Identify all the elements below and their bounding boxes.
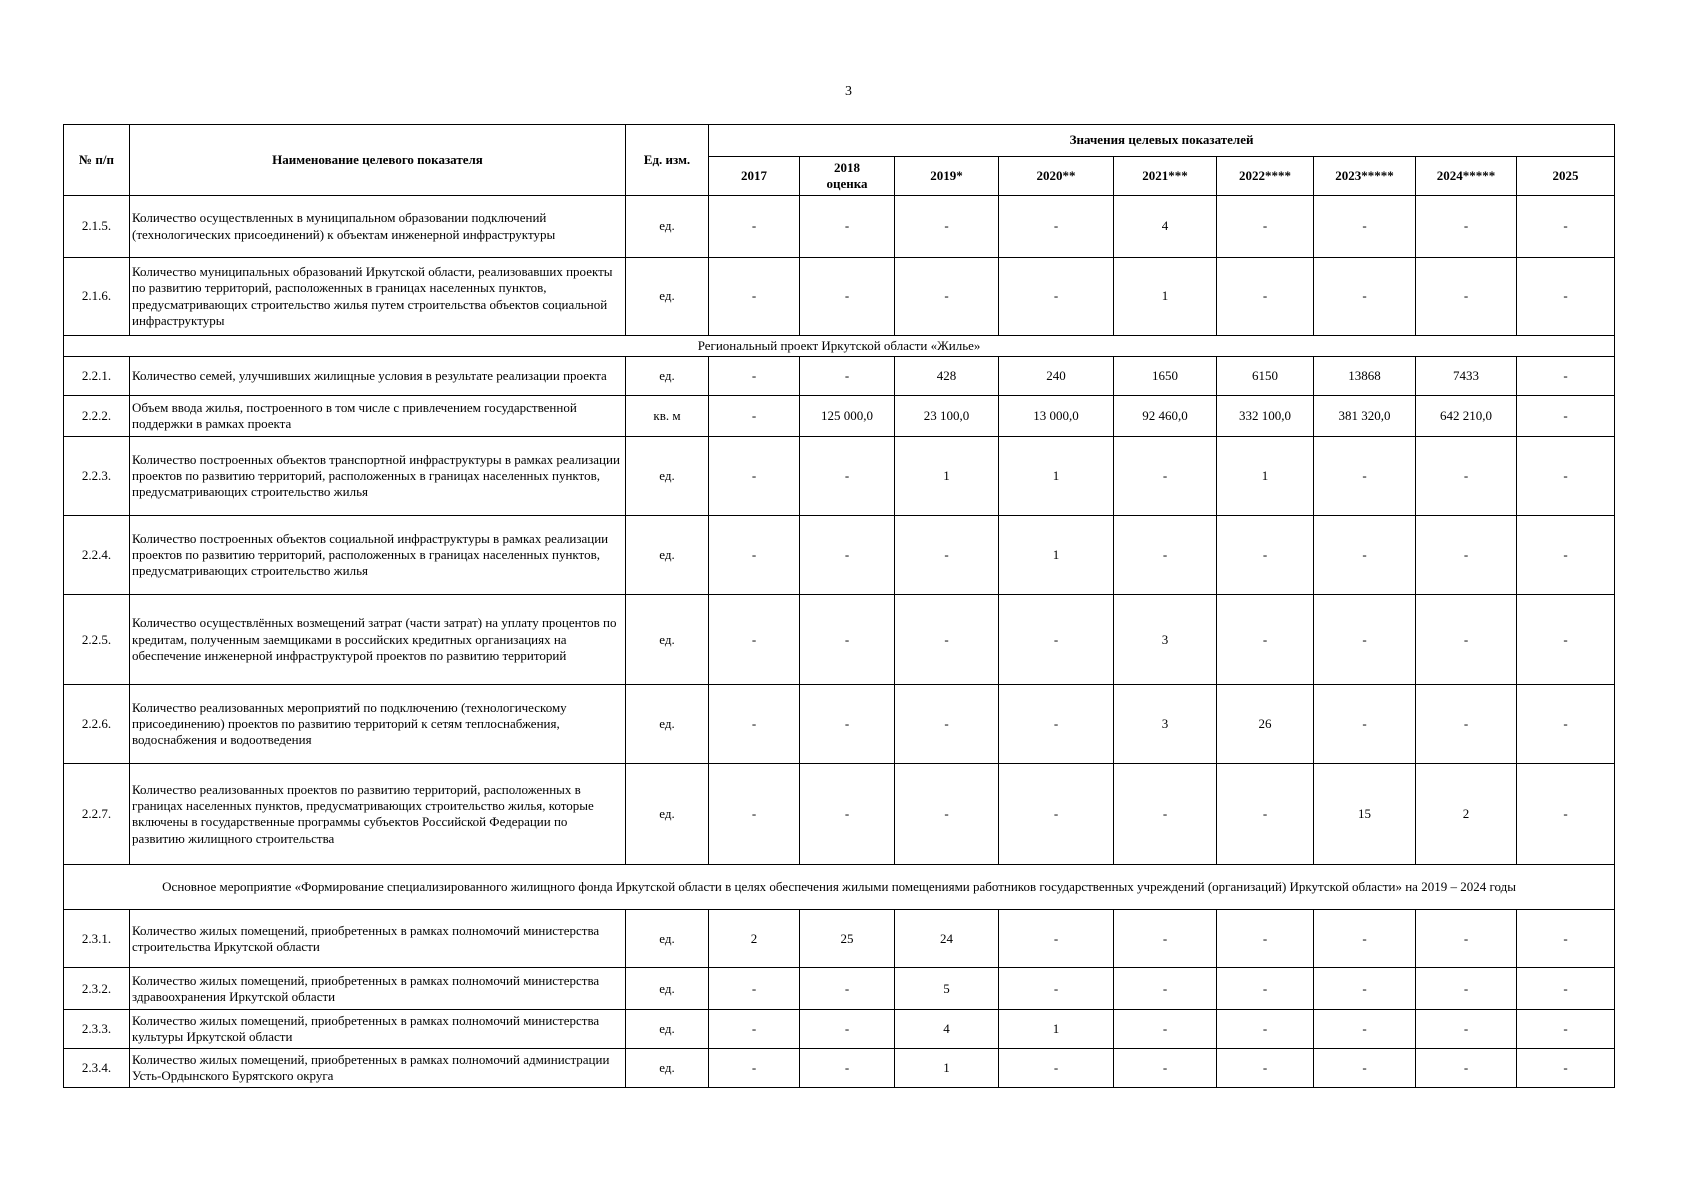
header-year-label: 2020** <box>1036 167 1076 183</box>
table-body <box>64 196 1615 1088</box>
header-year <box>1416 157 1517 196</box>
row-number: 2.3.3. <box>64 1010 130 1049</box>
row-number: 2.2.4. <box>64 516 130 595</box>
value-cell: 4 <box>1114 196 1217 258</box>
header-unit: Ед. изм. <box>626 125 709 196</box>
header-year-label: 2022**** <box>1239 167 1291 183</box>
value-cell: - <box>1416 685 1517 764</box>
value-cell: - <box>1517 437 1615 516</box>
value-cell: - <box>1517 968 1615 1010</box>
indicator-name: Количество жилых помещений, приобретенных в рамках полномочий министерства культуры Иркутской области <box>130 1010 626 1049</box>
page-number: 3 <box>845 84 852 99</box>
value-cell: - <box>1314 595 1416 685</box>
header-year <box>1217 157 1314 196</box>
value-cell: - <box>1314 910 1416 968</box>
header-year <box>1517 157 1615 196</box>
value-cell: - <box>1114 764 1217 865</box>
header-year-label: 2018 <box>834 159 860 175</box>
value-cell: 6150 <box>1217 357 1314 396</box>
value-cell: - <box>1114 968 1217 1010</box>
value-cell: - <box>1416 910 1517 968</box>
value-cell: - <box>1314 685 1416 764</box>
value-cell: - <box>1217 968 1314 1010</box>
value-cell: - <box>1314 1010 1416 1049</box>
value-cell: - <box>1517 685 1615 764</box>
value-cell: 240 <box>999 357 1114 396</box>
indicator-name: Количество осуществленных в муниципальном образовании подключений (технологических присоединений) к объектам инженерной инфраструктуры <box>130 196 626 258</box>
value-cell: 92 460,0 <box>1114 396 1217 437</box>
indicator-name: Количество реализованных мероприятий по подключению (технологическому присоединению) проектов по развитию территорий к сетям теплоснабжения, водоснабжения и водоотведения <box>130 685 626 764</box>
value-cell: 2 <box>1416 764 1517 865</box>
value-cell: - <box>895 685 999 764</box>
table-row <box>64 516 1615 595</box>
value-cell: - <box>800 1049 895 1088</box>
unit-cell: кв. м <box>626 396 709 437</box>
row-number: 2.2.2. <box>64 396 130 437</box>
value-cell: - <box>1416 1049 1517 1088</box>
indicator-name: Объем ввода жилья, построенного в том числе с привлечением государственной поддержки в рамках проекта <box>130 396 626 437</box>
value-cell: - <box>709 258 800 336</box>
table-row <box>64 437 1615 516</box>
indicator-name: Количество семей, улучшивших жилищные условия в результате реализации проекта <box>130 357 626 396</box>
value-cell: - <box>1517 396 1615 437</box>
value-cell: - <box>1217 258 1314 336</box>
unit-cell: ед. <box>626 516 709 595</box>
value-cell: 3 <box>1114 685 1217 764</box>
table-row <box>64 685 1615 764</box>
value-cell: - <box>1314 258 1416 336</box>
value-cell: 1 <box>1114 258 1217 336</box>
header-year-label: 2025 <box>1552 167 1579 183</box>
value-cell: - <box>800 258 895 336</box>
row-number: 2.2.5. <box>64 595 130 685</box>
header-num: № п/п <box>64 125 130 196</box>
header-year <box>709 157 800 196</box>
row-number: 2.2.3. <box>64 437 130 516</box>
value-cell: - <box>709 685 800 764</box>
value-cell: - <box>1114 437 1217 516</box>
value-cell: - <box>1217 764 1314 865</box>
value-cell: - <box>1314 437 1416 516</box>
value-cell: - <box>895 595 999 685</box>
value-cell: - <box>800 764 895 865</box>
value-cell: - <box>1416 595 1517 685</box>
value-cell: - <box>1114 516 1217 595</box>
value-cell: - <box>800 357 895 396</box>
value-cell: - <box>800 968 895 1010</box>
header-row-top <box>64 125 1615 157</box>
value-cell: - <box>999 196 1114 258</box>
value-cell: 1 <box>895 1049 999 1088</box>
value-cell: - <box>709 396 800 437</box>
table-row <box>64 910 1615 968</box>
unit-cell: ед. <box>626 685 709 764</box>
table-row <box>64 968 1615 1010</box>
header-year <box>895 157 999 196</box>
value-cell: - <box>1416 968 1517 1010</box>
indicator-name: Количество построенных объектов социальной инфраструктуры в рамках реализации проектов по развитию территорий, расположенных в границах населенных пунктов, предусматривающих строительство жилья <box>130 516 626 595</box>
value-cell: - <box>895 516 999 595</box>
table-row <box>64 357 1615 396</box>
value-cell: 24 <box>895 910 999 968</box>
value-cell: - <box>999 764 1114 865</box>
row-number: 2.3.2. <box>64 968 130 1010</box>
value-cell: - <box>1517 764 1615 865</box>
value-cell: - <box>895 258 999 336</box>
value-cell: - <box>1416 258 1517 336</box>
value-cell: - <box>1517 910 1615 968</box>
value-cell: - <box>709 357 800 396</box>
value-cell: 381 320,0 <box>1314 396 1416 437</box>
unit-cell: ед. <box>626 1010 709 1049</box>
section-title: Основное мероприятие «Формирование специализированного жилищного фонда Иркутской области в целях обеспечения жилыми помещениями работников государственных учреждений (организаций) Иркутской области» на 2019 – 2024 годы <box>64 865 1615 910</box>
value-cell: - <box>709 595 800 685</box>
value-cell: 15 <box>1314 764 1416 865</box>
value-cell: 1 <box>999 437 1114 516</box>
value-cell: - <box>999 258 1114 336</box>
value-cell: 4 <box>895 1010 999 1049</box>
header-year <box>999 157 1114 196</box>
value-cell: - <box>1314 196 1416 258</box>
row-number: 2.2.7. <box>64 764 130 865</box>
value-cell: 1 <box>1217 437 1314 516</box>
indicator-name: Количество осуществлённых возмещений затрат (части затрат) на уплату процентов по кредитам, полученным заемщиками в российских кредитных организациях на обеспечение инженерной инфраструктурой проектов по развитию территорий <box>130 595 626 685</box>
header-year-sub: оценка <box>826 176 868 191</box>
value-cell: - <box>709 764 800 865</box>
value-cell: 13868 <box>1314 357 1416 396</box>
value-cell: - <box>1517 516 1615 595</box>
value-cell: - <box>709 516 800 595</box>
value-cell: 23 100,0 <box>895 396 999 437</box>
value-cell: 1 <box>999 1010 1114 1049</box>
value-cell: 1 <box>999 516 1114 595</box>
value-cell: - <box>1217 1010 1314 1049</box>
value-cell: 3 <box>1114 595 1217 685</box>
header-year-label: 2017 <box>741 167 767 183</box>
targets-table <box>63 124 1615 1088</box>
row-number: 2.1.6. <box>64 258 130 336</box>
value-cell: - <box>1416 516 1517 595</box>
value-cell: - <box>709 968 800 1010</box>
value-cell: - <box>1314 516 1416 595</box>
value-cell: - <box>800 595 895 685</box>
value-cell: - <box>999 1049 1114 1088</box>
unit-cell: ед. <box>626 258 709 336</box>
indicator-name: Количество муниципальных образований Иркутской области, реализовавших проекты по развитию территорий, расположенных в границах населенных пунктов, предусматривающих строительство жилья путем строительства объектов социальной инфраструктуры <box>130 258 626 336</box>
table-row <box>64 1049 1615 1088</box>
value-cell: - <box>1314 968 1416 1010</box>
table-row <box>64 396 1615 437</box>
value-cell: - <box>1517 258 1615 336</box>
value-cell: - <box>1114 1049 1217 1088</box>
value-cell: - <box>999 685 1114 764</box>
value-cell: - <box>1416 1010 1517 1049</box>
value-cell: - <box>895 764 999 865</box>
value-cell: - <box>999 910 1114 968</box>
unit-cell: ед. <box>626 357 709 396</box>
value-cell: - <box>1517 1049 1615 1088</box>
value-cell: 5 <box>895 968 999 1010</box>
indicator-name: Количество жилых помещений, приобретенных в рамках полномочий министерства здравоохранения Иркутской области <box>130 968 626 1010</box>
unit-cell: ед. <box>626 910 709 968</box>
unit-cell: ед. <box>626 968 709 1010</box>
value-cell: - <box>999 595 1114 685</box>
table-row <box>64 196 1615 258</box>
indicator-name: Количество реализованных проектов по развитию территорий, расположенных в границах населенных пунктов, предусматривающих строительство жилья, которые включены в государственные программы субъектов Российской Федерации по развитию жилищного строительства <box>130 764 626 865</box>
table-row <box>64 1010 1615 1049</box>
header-year <box>1114 157 1217 196</box>
value-cell: - <box>1217 595 1314 685</box>
indicator-name: Количество жилых помещений, приобретенных в рамках полномочий администрации Усть-Ордынского Бурятского округа <box>130 1049 626 1088</box>
value-cell: - <box>1517 595 1615 685</box>
value-cell: - <box>1416 437 1517 516</box>
value-cell: - <box>1416 196 1517 258</box>
section-row <box>64 865 1615 910</box>
value-cell: - <box>709 1049 800 1088</box>
header-year <box>1314 157 1416 196</box>
unit-cell: ед. <box>626 1049 709 1088</box>
value-cell: - <box>895 196 999 258</box>
value-cell: 125 000,0 <box>800 396 895 437</box>
header-year-label: 2021*** <box>1142 167 1188 183</box>
value-cell: - <box>1217 910 1314 968</box>
table-row <box>64 258 1615 336</box>
value-cell: - <box>1517 196 1615 258</box>
value-cell: - <box>1217 516 1314 595</box>
value-cell: - <box>709 437 800 516</box>
value-cell: 642 210,0 <box>1416 396 1517 437</box>
value-cell: 2 <box>709 910 800 968</box>
value-cell: - <box>709 1010 800 1049</box>
value-cell: 7433 <box>1416 357 1517 396</box>
value-cell: 13 000,0 <box>999 396 1114 437</box>
table-row <box>64 595 1615 685</box>
value-cell: - <box>800 196 895 258</box>
header-values-group: Значения целевых показателей <box>709 125 1615 157</box>
value-cell: - <box>1217 1049 1314 1088</box>
section-title: Региональный проект Иркутской области «Жилье» <box>64 336 1615 357</box>
header-year-label: 2023***** <box>1335 167 1394 183</box>
row-number: 2.1.5. <box>64 196 130 258</box>
value-cell: 1 <box>895 437 999 516</box>
value-cell: - <box>800 516 895 595</box>
indicator-name: Количество жилых помещений, приобретенных в рамках полномочий министерства строительства Иркутской области <box>130 910 626 968</box>
value-cell: - <box>1217 196 1314 258</box>
row-number: 2.3.4. <box>64 1049 130 1088</box>
table-row <box>64 764 1615 865</box>
unit-cell: ед. <box>626 196 709 258</box>
row-number: 2.2.6. <box>64 685 130 764</box>
section-row <box>64 336 1615 357</box>
value-cell: 1650 <box>1114 357 1217 396</box>
header-year-label: 2019* <box>930 167 963 183</box>
row-number: 2.2.1. <box>64 357 130 396</box>
unit-cell: ед. <box>626 595 709 685</box>
row-number: 2.3.1. <box>64 910 130 968</box>
indicator-name: Количество построенных объектов транспортной инфраструктуры в рамках реализации проектов по развитию территорий, расположенных в границах населенных пунктов, предусматривающих строительство жилья <box>130 437 626 516</box>
value-cell: 428 <box>895 357 999 396</box>
value-cell: 332 100,0 <box>1217 396 1314 437</box>
value-cell: - <box>800 437 895 516</box>
value-cell: - <box>1114 910 1217 968</box>
unit-cell: ед. <box>626 764 709 865</box>
value-cell: - <box>1517 1010 1615 1049</box>
header-year-label: 2024***** <box>1436 167 1496 183</box>
value-cell: - <box>800 1010 895 1049</box>
value-cell: - <box>1114 1010 1217 1049</box>
value-cell: - <box>800 685 895 764</box>
value-cell: - <box>999 968 1114 1010</box>
header-name: Наименование целевого показателя <box>130 125 626 196</box>
value-cell: 25 <box>800 910 895 968</box>
targets-table-wrapper <box>63 124 1615 1088</box>
value-cell: 26 <box>1217 685 1314 764</box>
value-cell: - <box>1517 357 1615 396</box>
value-cell: - <box>709 196 800 258</box>
unit-cell: ед. <box>626 437 709 516</box>
header-year <box>800 157 895 196</box>
value-cell: - <box>1314 1049 1416 1088</box>
